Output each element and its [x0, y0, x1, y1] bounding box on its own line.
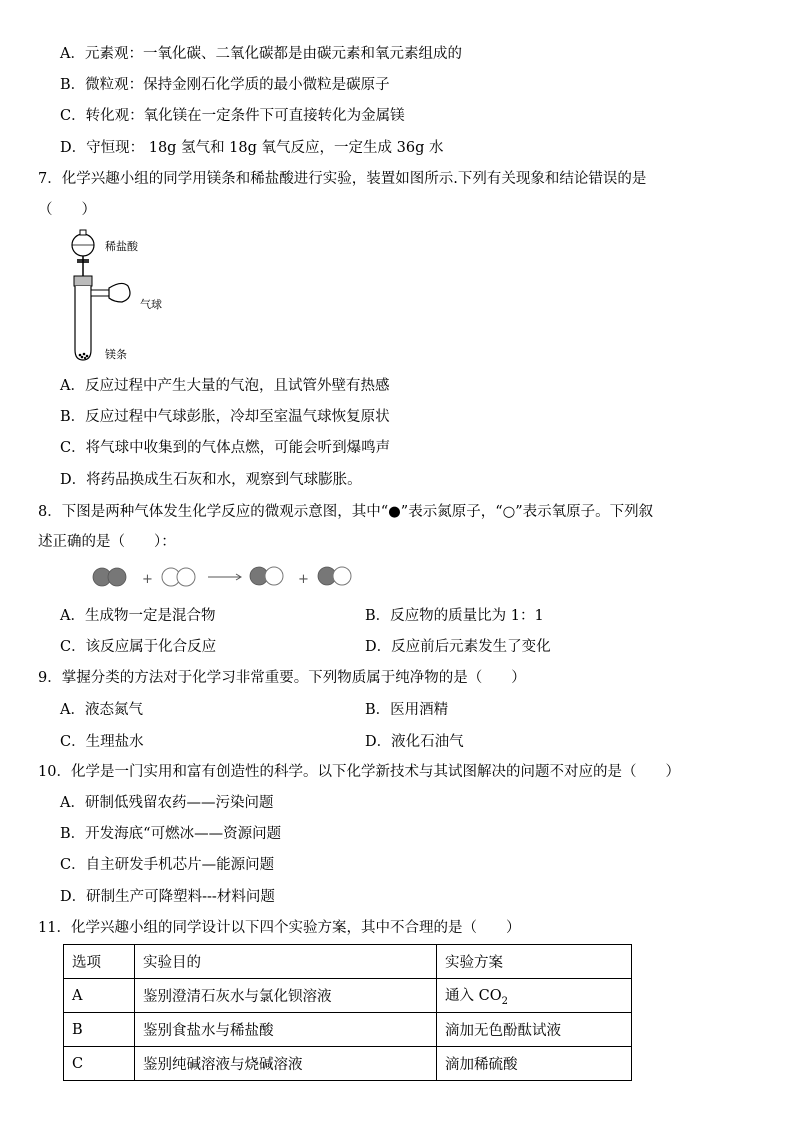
- balloon: [109, 283, 130, 302]
- q10-option-c: C．自主研发手机芯片—能源问题: [60, 857, 275, 873]
- q8-stem-line1: 8．下图是两种气体发生化学反应的微观示意图，其中“●”表示氮原子，“○”表示氧原子。下列叙: [38, 504, 654, 520]
- row-method: 滴加无色酚酞试液: [437, 1013, 632, 1047]
- q9-option-a: A．液态氮气: [60, 702, 143, 718]
- q6-option-d: D．守恒现： 18g 氢气和 18g 氧气反应，一定生成 36g 水: [60, 140, 444, 156]
- q10-stem: 10．化学是一门实用和富有创造性的科学。以下化学新技术与其试图解决的问题不对应的是（ ）: [38, 764, 680, 780]
- table-row: [64, 1013, 632, 1047]
- q7-answer-blank: （ ）: [38, 202, 96, 218]
- label-magnesium: 镁条: [105, 348, 127, 361]
- q7-option-c: C．将气球中收集到的气体点燃，可能会听到爆鸣声: [60, 440, 391, 456]
- table-header-row: [64, 945, 632, 979]
- row-option: C: [64, 1047, 135, 1081]
- q6-option-c: C．转化观：氧化镁在一定条件下可直接转化为金属镁: [60, 108, 405, 124]
- plus-sign: +: [298, 572, 309, 587]
- test-tube: [75, 286, 91, 360]
- q6-option-a: A．元素观：一氧化碳、二氧化碳都是由碳元素和氧元素组成的: [60, 46, 462, 62]
- q9-option-c: C．生理盐水: [60, 734, 144, 750]
- q7-option-a: A．反应过程中产生大量的气泡，且试管外壁有热感: [60, 378, 390, 394]
- label-balloon: 气球: [140, 298, 162, 311]
- q8-reaction-diagram: [90, 563, 370, 593]
- table-row: [64, 979, 632, 1013]
- q8-stem-line2: 述正确的是（ ）：: [38, 534, 176, 550]
- row-method-subscript: 2: [501, 995, 508, 1007]
- q7-option-b: B．反应过程中气球彭胀，冷却至室温气球恢复原状: [60, 409, 390, 425]
- q9-option-b: B．医用酒精: [365, 702, 449, 718]
- q7-apparatus-figure: [60, 228, 180, 363]
- plus-sign: +: [142, 572, 153, 587]
- q8-option-b: B．反应物的质量比为 1：1: [365, 608, 544, 624]
- row-purpose: 鉴别纯碱溶液与烧碱溶液: [135, 1047, 437, 1081]
- q9-stem: 9．掌握分类的方法对于化学习非常重要。下列物质属于纯净物的是（ ）: [38, 670, 526, 686]
- row-option: B: [64, 1013, 135, 1047]
- header-purpose: 实验目的: [135, 945, 437, 979]
- q11-stem: 11．化学兴趣小组的同学设计以下四个实验方案，其中不合理的是（ ）: [38, 920, 521, 936]
- row-purpose: 鉴别食盐水与稀盐酸: [135, 1013, 437, 1047]
- row-method: [437, 979, 632, 1013]
- q11-experiment-table: [63, 944, 632, 1081]
- n-atom: [108, 568, 126, 586]
- o-atom: [265, 567, 283, 585]
- row-method-text: 通入 CO: [445, 988, 502, 1005]
- o-atom: [177, 568, 195, 586]
- q7-stem: 7．化学兴趣小组的同学用镁条和稀盐酸进行实验，装置如图所示.下列有关现象和结论错误的是: [38, 171, 647, 187]
- q8-option-d: D．反应前后元素发生了变化: [365, 639, 551, 655]
- row-method: 滴加稀硫酸: [437, 1047, 632, 1081]
- row-purpose: 鉴别澄清石灰水与氯化钡溶液: [135, 979, 437, 1013]
- q8-option-a: A．生成物一定是混合物: [60, 608, 216, 624]
- label-dilute-hcl: 稀盐酸: [105, 240, 138, 253]
- q6-option-b: B．微粒观：保持金刚石化学质的最小微粒是碳原子: [60, 77, 390, 93]
- o-atom: [333, 567, 351, 585]
- table-row: [64, 1047, 632, 1081]
- q10-option-b: B．开发海底“可燃冰——资源问题: [60, 826, 282, 842]
- q7-option-d: D．将药品换成生石灰和水，观察到气球膨胀。: [60, 472, 362, 488]
- q10-option-d: D．研制生产可降塑料---材料问题: [60, 889, 275, 905]
- header-option: 选项: [64, 945, 135, 979]
- row-option: A: [64, 979, 135, 1013]
- q10-option-a: A．研制低残留农药——污染问题: [60, 795, 274, 811]
- header-method: 实验方案: [437, 945, 632, 979]
- q9-option-d: D．液化石油气: [365, 734, 464, 750]
- rubber-stopper: [74, 276, 92, 286]
- q8-option-c: C．该反应属于化合反应: [60, 639, 217, 655]
